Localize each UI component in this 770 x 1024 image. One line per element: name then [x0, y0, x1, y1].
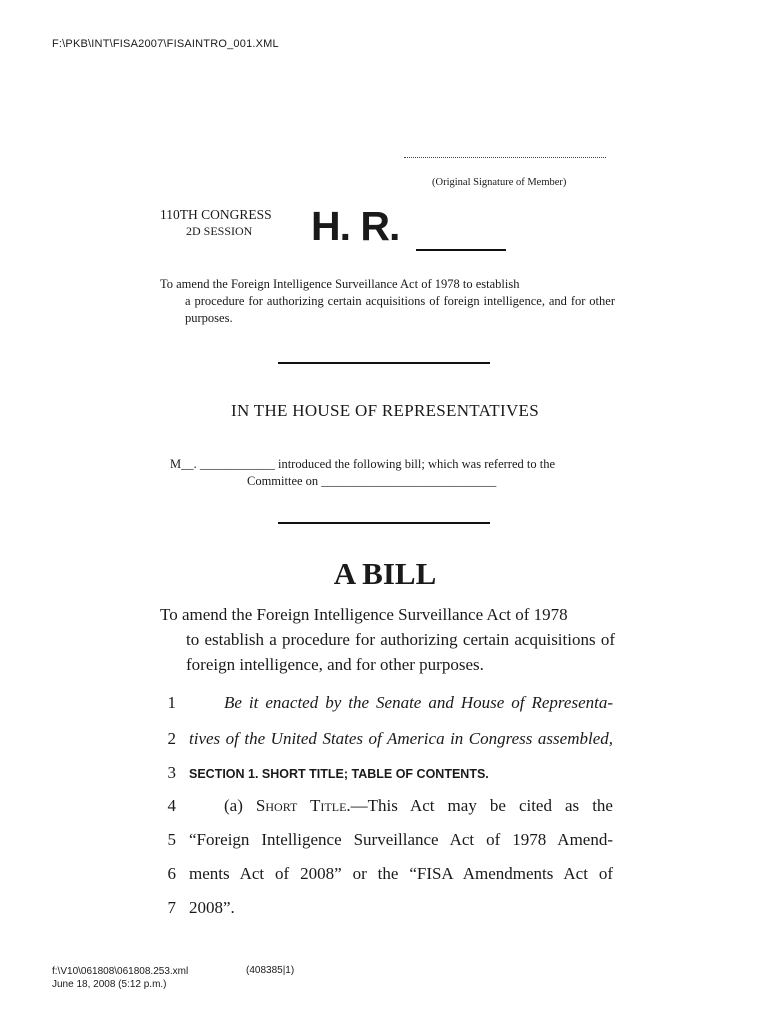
footer-code: (408385|1)	[246, 965, 295, 976]
subsection-label: (a)	[224, 796, 256, 815]
subsection-heading: Short Title	[255, 796, 347, 815]
line-number: 2	[167, 729, 176, 748]
enacting-clause-line-2: tives of the United States of America in Congress assembled,	[189, 729, 613, 748]
signature-label: (Original Signature of Member)	[432, 177, 567, 188]
short-purpose-rest: a procedure for authorizing certain acquisitions of foreign intelligence, and for other purposes.	[185, 294, 615, 325]
bill-text-line: 2008”.	[189, 898, 235, 917]
bill-text-line: “Foreign Intelligence Surveillance Act of 1978 Amend-	[189, 830, 613, 849]
chamber-heading: IN THE HOUSE OF REPRESENTATIVES	[231, 401, 539, 420]
line-number: 4	[167, 796, 176, 815]
section-title: SECTION 1. SHORT TITLE; TABLE OF CONTENTS.	[189, 767, 489, 781]
session-number: 2D SESSION	[186, 224, 253, 238]
file-path: F:\PKB\INT\FISA2007\FISAINTRO_001.XML	[52, 38, 279, 50]
divider-rule	[278, 362, 490, 364]
long-purpose-first-line: To amend the Foreign Intelligence Surveillance Act of 1978	[160, 605, 568, 624]
bill-text-line: ments Act of 2008” or the “FISA Amendments Act of	[189, 864, 613, 883]
bill-number-prefix: H. R.	[311, 203, 400, 249]
bill-number-blank	[416, 249, 506, 251]
line-number: 3	[167, 763, 176, 782]
short-title-text: .—This Act may be cited as the	[346, 796, 613, 815]
signature-line	[404, 157, 606, 158]
introduction-line-2: Committee on ____________________________	[247, 474, 497, 488]
footer-info	[52, 965, 188, 991]
line-number: 6	[167, 864, 176, 883]
long-purpose	[160, 602, 615, 677]
introduction-statement	[170, 456, 610, 490]
enacting-clause-line-1: Be it enacted by the Senate and House of Representa-	[224, 693, 613, 712]
line-number: 1	[167, 693, 176, 712]
divider-rule	[278, 522, 490, 524]
introduction-line-1: M__. ____________ introduced the following bill; which was referred to the	[170, 457, 555, 471]
long-purpose-rest: to establish a procedure for authorizing certain acquisitions of foreign intelligence, and for other purposes.	[186, 630, 615, 674]
bill-heading: A BILL	[333, 556, 437, 591]
line-number: 7	[167, 898, 176, 917]
congress-number: 110TH CONGRESS	[160, 207, 272, 222]
footer-date: June 18, 2008 (5:12 p.m.)	[52, 979, 167, 990]
short-purpose	[160, 276, 615, 327]
short-purpose-first-line: To amend the Foreign Intelligence Surveillance Act of 1978 to establish	[160, 277, 520, 291]
short-title-line	[224, 796, 613, 816]
line-number: 5	[167, 830, 176, 849]
footer-path: f:\V10\061808\061808.253.xml	[52, 966, 189, 977]
